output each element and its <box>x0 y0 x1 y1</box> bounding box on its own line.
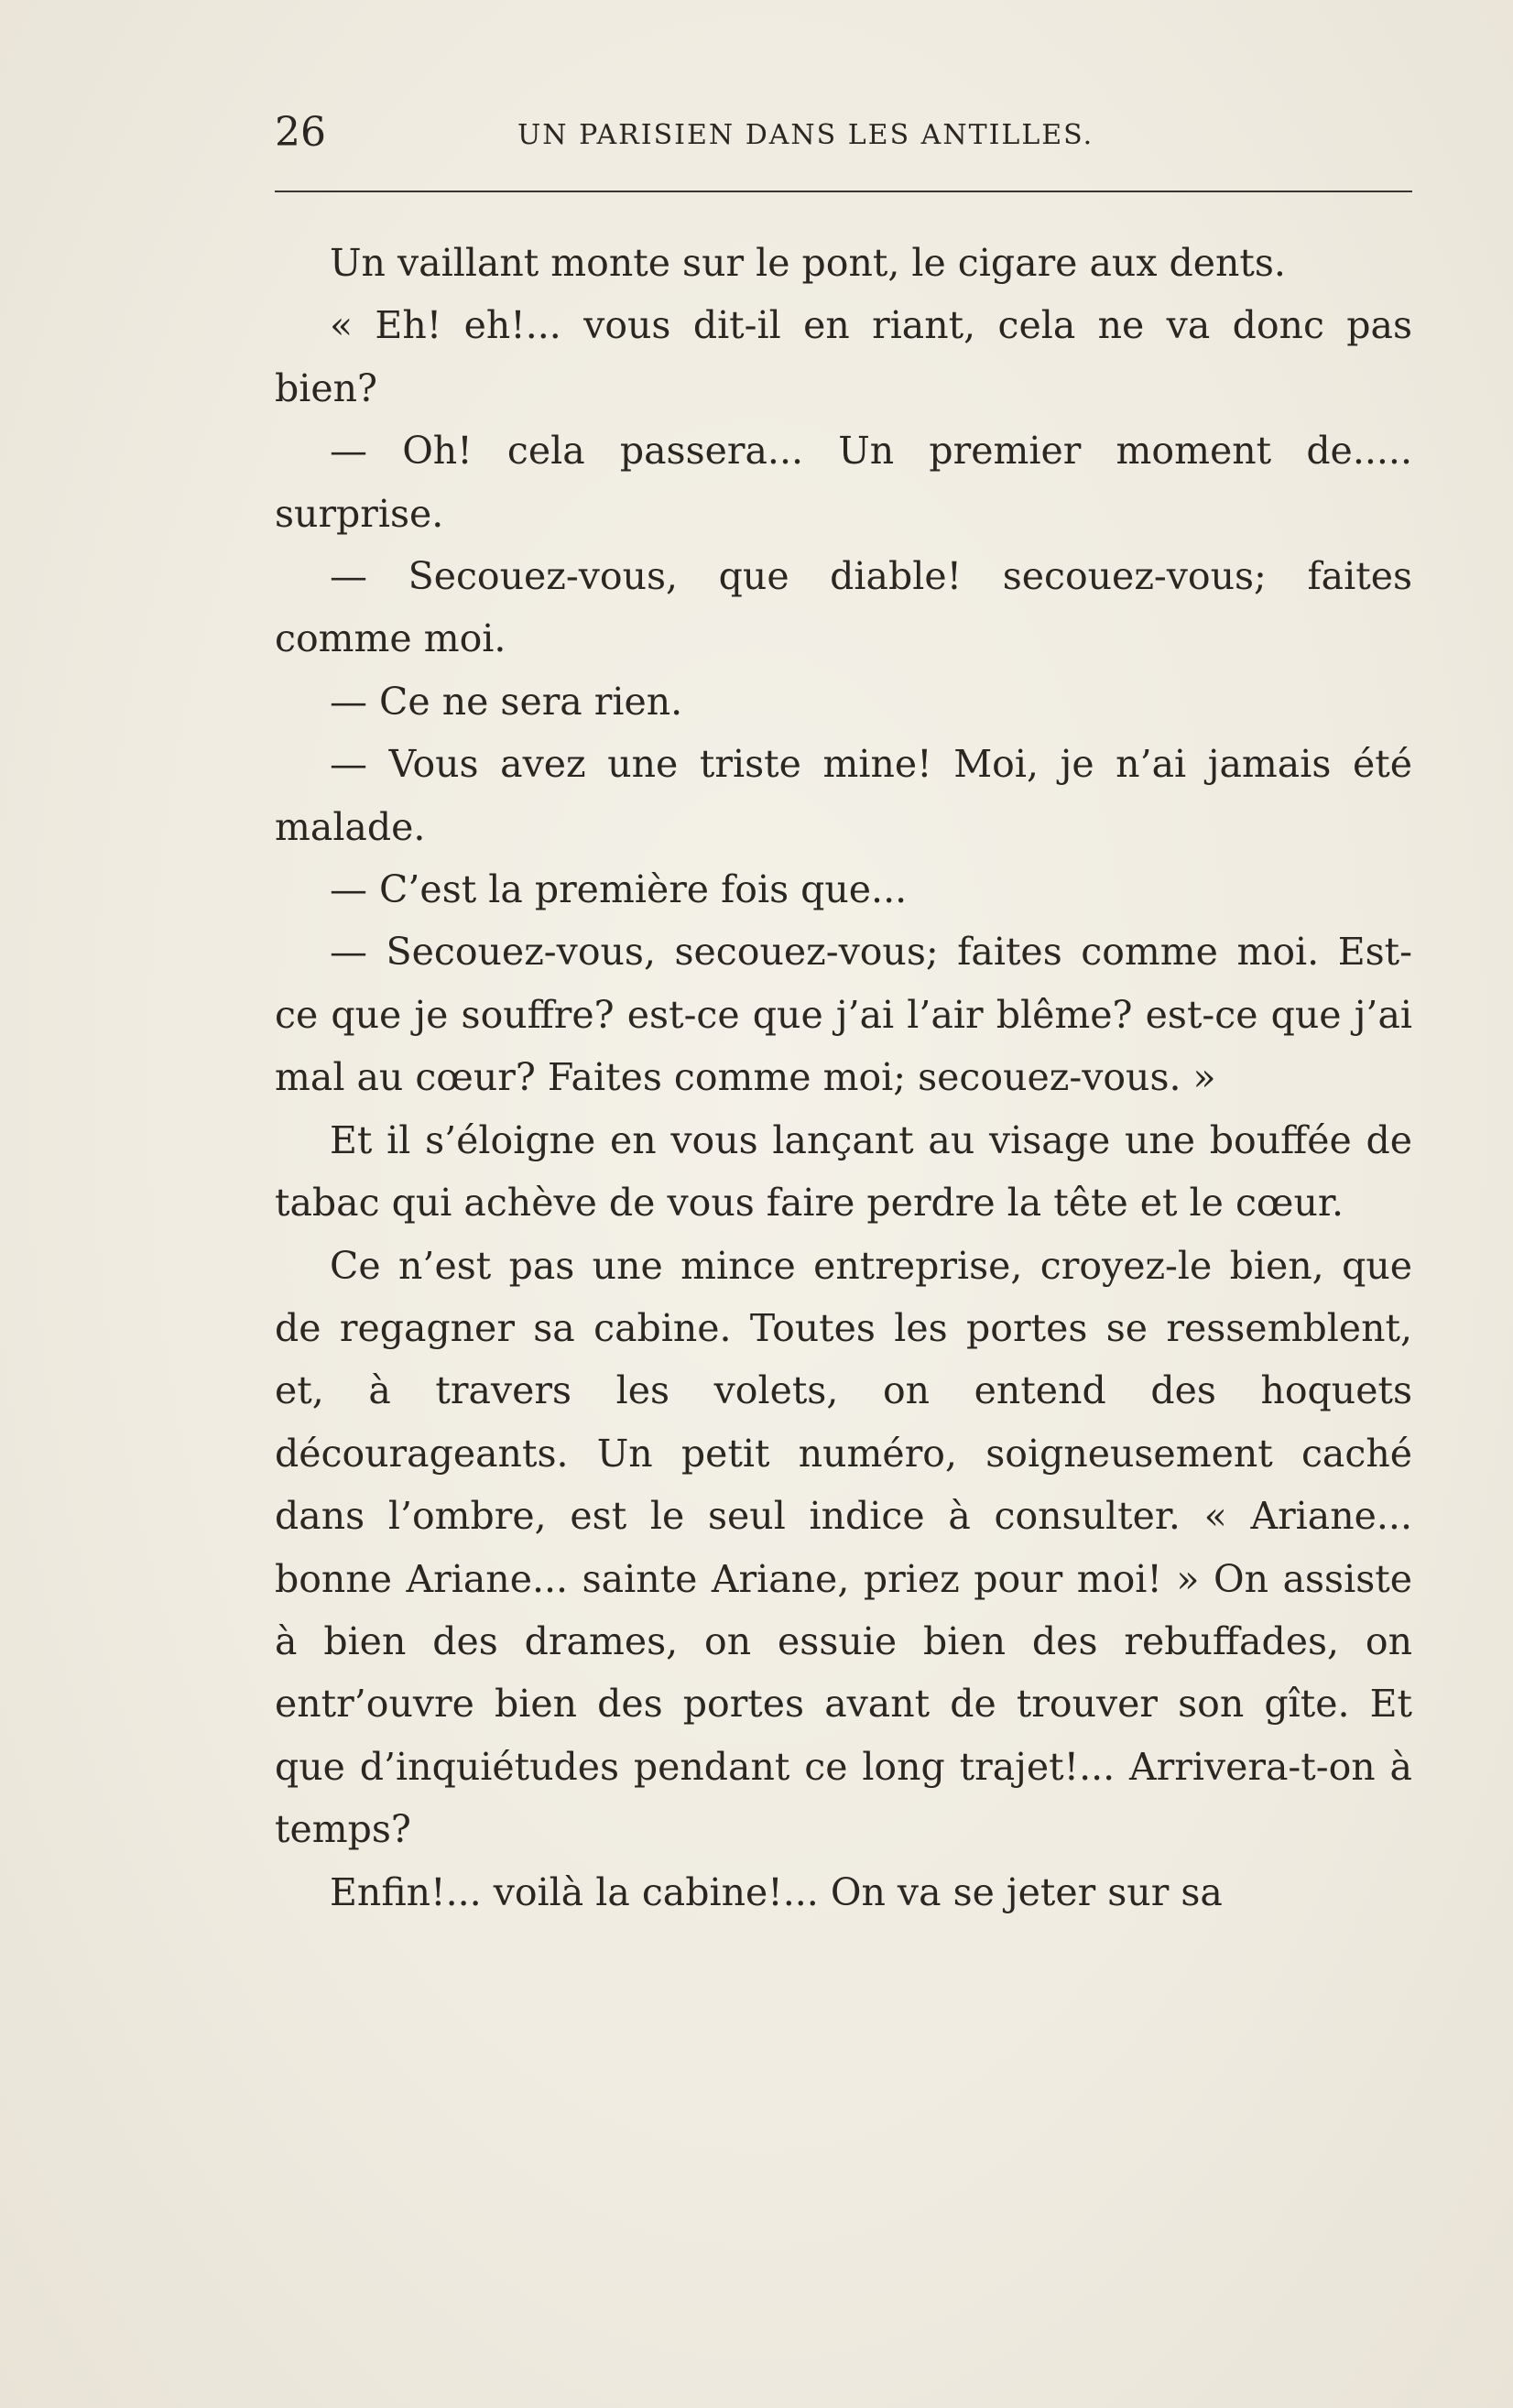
running-title: UN PARISIEN DANS LES ANTILLES. <box>517 119 1094 151</box>
paragraph: — Secouez-vous, secouez-vous; faites comme moi. Est-ce que je souffre? est-ce que j’ai l’air blême? est-ce que j’ai mal au cœur? Faites comme moi; secouez-vous. » <box>275 930 1412 1100</box>
paragraph: Enfin!... voilà la cabine!... On va se jeter sur sa <box>330 1869 1223 1914</box>
paragraph: — Oh! cela passera... Un premier moment de..... surprise. <box>275 429 1412 536</box>
paragraph: — Secouez-vous, que diable! secouez-vous; faites comme moi. <box>275 554 1412 661</box>
paragraph: — C’est la première fois que... <box>330 867 908 912</box>
page-number: 26 <box>275 109 326 156</box>
paragraph: Ce n’est pas une mince entreprise, croyez-le bien, que de regagner sa cabine. Toutes les portes se ressemblent, et, à travers les volets, on entend des hoquets décourageants. Un petit numéro, soigneusement caché dans l’ombre, est le seul indice à consulter. « Ariane... bonne Ariane... sainte Ariane, priez pour moi! » On assiste à bien des drames, on essuie bien des rebuffades, on entr’ouvre bien des portes avant de trouver son gîte. Et que d’inquiétudes pendant ce long trajet!... Arrivera-t-on à temps? <box>275 1243 1412 1852</box>
paragraph: « Eh! eh!... vous dit-il en riant, cela ne va donc pas bien? <box>275 303 1412 410</box>
paragraph: Et il s’éloigne en vous lançant au visage une bouffée de tabac qui achève de vous faire perdre la tête et le cœur. <box>275 1117 1412 1226</box>
paragraph: — Ce ne sera rien. <box>330 679 683 724</box>
header-rule <box>275 191 1412 192</box>
page-header <box>275 105 1412 160</box>
paragraph: Un vaillant monte sur le pont, le cigare aux dents. <box>330 241 1286 285</box>
paragraph: — Vous avez une triste mine! Moi, je n’ai jamais été malade. <box>275 742 1412 849</box>
body-text <box>275 232 1412 1923</box>
